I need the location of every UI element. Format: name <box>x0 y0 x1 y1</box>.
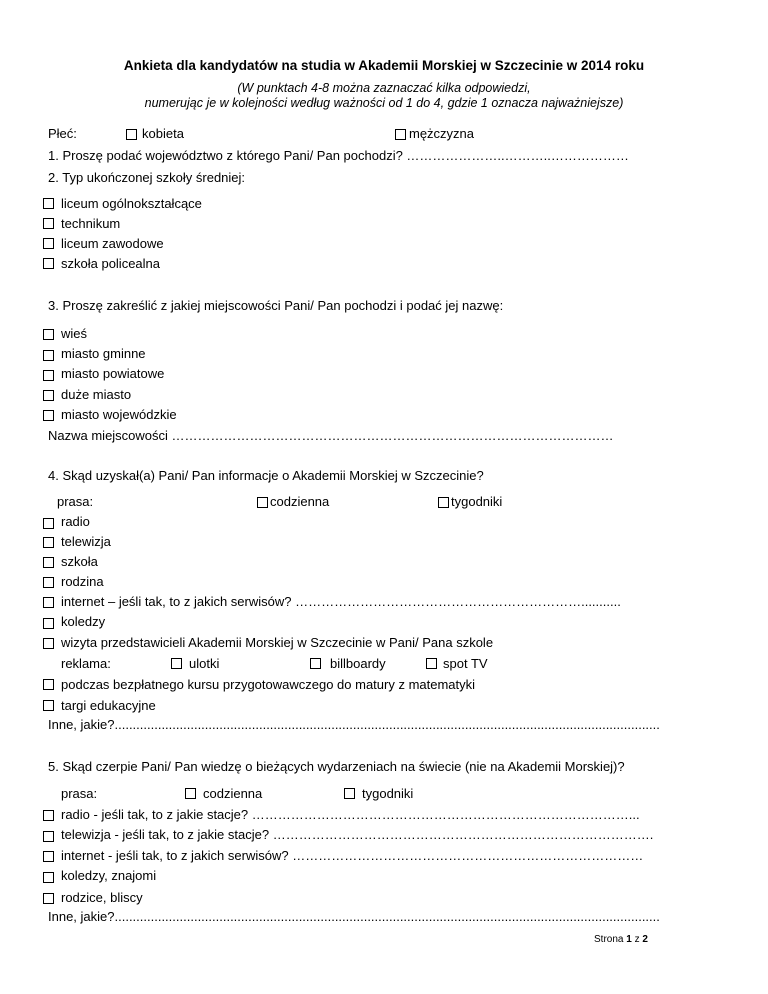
q4-option-9: targi edukacyjne <box>61 698 156 713</box>
q4-option-6: koledzy <box>61 614 106 629</box>
q3-option-1: wieś <box>61 326 88 341</box>
q3-option-2: miasto gminne <box>61 346 146 361</box>
checkbox-q2-option-3[interactable] <box>43 238 54 249</box>
q5-option-1: radio - jeśli tak, to z jakie stacje? ……………………………………………………………………………... <box>61 807 640 822</box>
checkbox-q4-option-9[interactable] <box>43 700 54 711</box>
q2-option-2: technikum <box>61 216 121 231</box>
q4-ad-leaflets-label: ulotki <box>189 656 220 671</box>
page-footer <box>594 932 648 948</box>
q4-option-8: podczas bezpłatnego kursu przygotowawczego do matury z matematyki <box>61 677 476 692</box>
subtitle-line-2: numerując je w kolejności według ważności od 1 do 4, gdzie 1 oznacza najważniejsze) <box>144 96 624 110</box>
checkbox-q3-option-5[interactable] <box>43 410 54 421</box>
checkbox-male[interactable] <box>395 129 406 140</box>
q4-option-4: rodzina <box>61 574 104 589</box>
q4-option-5: internet – jeśli tak, to z jakich serwisów? …………………………………………………………........... <box>61 594 621 609</box>
q5-option-4: koledzy, znajomi <box>61 868 157 883</box>
footer-page-number: 1 <box>626 934 632 945</box>
checkbox-q5-press-daily[interactable] <box>185 788 196 799</box>
q4-ad-label: reklama: <box>61 656 111 671</box>
q5-press-weekly-label: tygodniki <box>362 786 414 801</box>
checkbox-q5-press-weekly[interactable] <box>344 788 355 799</box>
gender-male-label: mężczyzna <box>409 126 475 141</box>
checkbox-q4-option-2[interactable] <box>43 537 54 548</box>
gender-label: Płeć: <box>48 126 77 141</box>
q4-option-1: radio <box>61 514 90 529</box>
q5-other: Inne, jakie?....................................................................................................................................................... <box>48 909 660 924</box>
footer-page-total: 2 <box>642 934 648 945</box>
subtitle-line-1: (W punktach 4-8 można zaznaczać kilka odpowiedzi, <box>237 81 531 95</box>
checkbox-q2-option-4[interactable] <box>43 258 54 269</box>
q4-ad-tv-label: spot TV <box>443 656 488 671</box>
question-1: 1. Proszę podać województwo z którego Pani/ Pan pochodzi? …………………..………..……………… <box>48 148 629 163</box>
q4-option-3: szkoła <box>61 554 98 569</box>
q4-press-weekly-label: tygodniki <box>451 494 503 509</box>
checkbox-q4-ad-leaflets[interactable] <box>171 658 182 669</box>
checkbox-q2-option-2[interactable] <box>43 218 54 229</box>
q4-ad-billboards-label: billboardy <box>330 656 386 671</box>
page-title: Ankieta dla kandydatów na studia w Akademii Morskiej w Szczecinie w 2014 roku <box>123 58 645 73</box>
checkbox-q2-option-1[interactable] <box>43 198 54 209</box>
q5-option-3: internet - jeśli tak, to z jakich serwisów? ……………………………………………………………………… <box>61 848 644 863</box>
checkbox-q4-option-4[interactable] <box>43 577 54 588</box>
q2-option-4: szkoła policealna <box>61 256 161 271</box>
checkbox-q3-option-1[interactable] <box>43 329 54 340</box>
q5-press-label: prasa: <box>61 786 98 801</box>
checkbox-q4-ad-billboards[interactable] <box>310 658 321 669</box>
question-3: 3. Proszę zakreślić z jakiej miejscowości Pani/ Pan pochodzi i podać jej nazwę: <box>48 298 504 313</box>
q4-press-label: prasa: <box>57 494 94 509</box>
question-2: 2. Typ ukończonej szkoły średniej: <box>48 170 246 185</box>
checkbox-q4-option-7[interactable] <box>43 638 54 649</box>
q3-option-3: miasto powiatowe <box>61 366 165 381</box>
checkbox-q3-option-4[interactable] <box>43 390 54 401</box>
checkbox-q4-option-1[interactable] <box>43 518 54 529</box>
checkbox-q3-option-2[interactable] <box>43 350 54 361</box>
footer-prefix: Strona <box>594 934 624 945</box>
checkbox-q5-option-2[interactable] <box>43 831 54 842</box>
checkbox-q4-press-weekly[interactable] <box>438 497 449 508</box>
checkbox-q4-press-daily[interactable] <box>257 497 268 508</box>
checkbox-q5-option-5[interactable] <box>43 893 54 904</box>
checkbox-q4-option-3[interactable] <box>43 557 54 568</box>
checkbox-female[interactable] <box>126 129 137 140</box>
question-4: 4. Skąd uzyskał(a) Pani/ Pan informacje o Akademii Morskiej w Szczecinie? <box>48 468 484 483</box>
checkbox-q4-option-5[interactable] <box>43 597 54 608</box>
q3-option-5: miasto wojewódzkie <box>61 407 177 422</box>
checkbox-q5-option-1[interactable] <box>43 810 54 821</box>
q5-option-5: rodzice, bliscy <box>61 890 143 905</box>
q4-option-7: wizyta przedstawicieli Akademii Morskiej w Szczecinie w Pani/ Pana szkole <box>61 635 494 650</box>
q5-press-daily-label: codzienna <box>203 786 263 801</box>
checkbox-q4-option-8[interactable] <box>43 679 54 690</box>
q4-option-2: telewizja <box>61 534 111 549</box>
q4-press-daily-label: codzienna <box>270 494 330 509</box>
footer-separator: z <box>634 934 640 945</box>
checkbox-q3-option-3[interactable] <box>43 370 54 381</box>
checkbox-q4-ad-tv[interactable] <box>426 658 437 669</box>
q4-other: Inne, jakie?....................................................................................................................................................... <box>48 717 660 732</box>
question-5: 5. Skąd czerpie Pani/ Pan wiedzę o bieżących wydarzeniach na świecie (nie na Akademii Morskiej)? <box>48 759 625 774</box>
q2-option-1: liceum ogólnokształcące <box>61 196 202 211</box>
q2-option-3: liceum zawodowe <box>61 236 164 251</box>
checkbox-q4-option-6[interactable] <box>43 618 54 629</box>
q3-town-name-line: Nazwa miejscowości ………………………………………………………………………………………… <box>48 428 614 443</box>
q5-option-2: telewizja - jeśli tak, to z jakie stacje? ……………………………………………………………………………. <box>61 827 654 842</box>
checkbox-q5-option-3[interactable] <box>43 851 54 862</box>
q3-option-4: duże miasto <box>61 387 132 402</box>
checkbox-q5-option-4[interactable] <box>43 872 54 883</box>
gender-female-label: kobieta <box>142 126 184 141</box>
